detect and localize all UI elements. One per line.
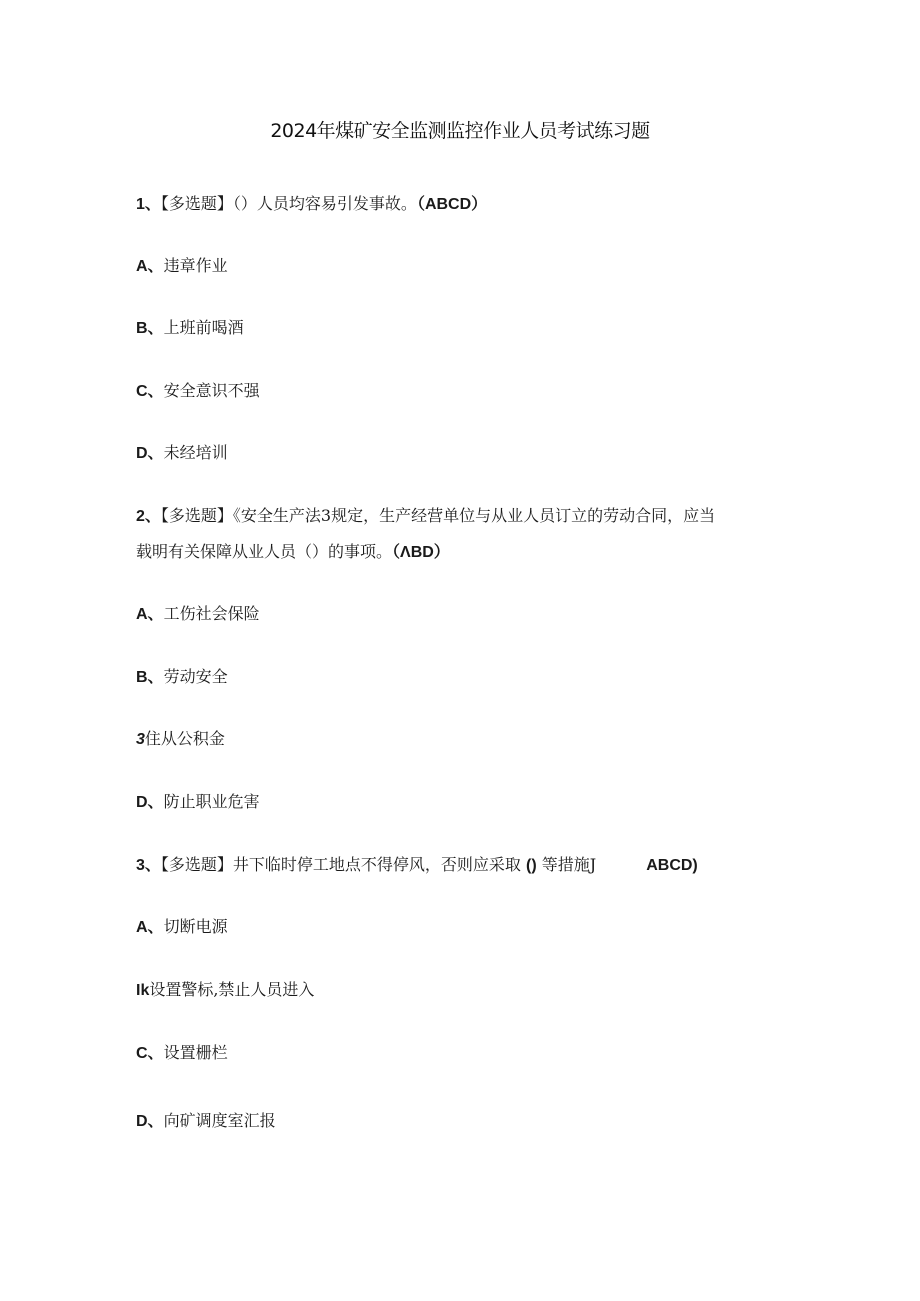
question-1-option-a — [136, 255, 228, 278]
question-answer: ABCD) — [646, 857, 698, 874]
option-label: B、 — [136, 320, 164, 337]
question-type: 【多选题】 — [160, 194, 233, 213]
question-text: 井下临时停工地点不得停风，否则应采取 — [232, 855, 521, 874]
question-3-option-b — [136, 979, 314, 1002]
option-label: B、 — [136, 669, 164, 686]
option-label: C、 — [136, 1045, 164, 1062]
option-label: D、 — [136, 1113, 164, 1130]
option-text: 切断电源 — [163, 917, 228, 936]
option-label: 3 — [136, 731, 145, 748]
option-text: 设置警标,禁止人员进入 — [149, 980, 315, 999]
option-text: 未经培训 — [163, 443, 228, 462]
question-3-option-c — [136, 1042, 228, 1065]
question-type: 【多选题】 — [160, 855, 233, 874]
question-type: 【多选题】 — [160, 506, 233, 525]
option-label: D、 — [136, 794, 164, 811]
option-text: 向矿调度室汇报 — [163, 1111, 276, 1130]
question-2-option-a — [136, 603, 260, 626]
question-2-option-d — [136, 791, 260, 814]
question-number: 3、 — [136, 857, 161, 874]
question-paren: () — [526, 857, 537, 874]
question-1-option-b — [136, 317, 244, 340]
question-1-option-d — [136, 442, 228, 465]
option-label: Ik — [136, 982, 150, 999]
option-text: 防止职业危害 — [163, 792, 260, 811]
option-label: C、 — [136, 383, 164, 400]
question-2-option-c — [136, 728, 225, 751]
option-label: A、 — [136, 919, 164, 936]
question-3-option-a — [136, 916, 228, 939]
question-2-continued — [136, 541, 450, 564]
question-text-line-2: 载明有关保障从业人员（）的事项。 — [136, 542, 393, 561]
question-2 — [136, 505, 715, 528]
question-text-after: 等措施J — [541, 855, 597, 874]
question-3 — [136, 854, 698, 877]
option-text: 违章作业 — [163, 256, 228, 275]
question-answer: （ABCD） — [416, 196, 488, 213]
question-text-line-1: 《安全生产法3规定，生产经营单位与从业人员订立的劳动合同，应当 — [232, 506, 716, 525]
option-label: A、 — [136, 606, 164, 623]
option-label: D、 — [136, 445, 164, 462]
question-1 — [136, 193, 487, 216]
question-number: 1、 — [136, 196, 161, 213]
option-text: 上班前喝酒 — [163, 318, 244, 337]
question-answer: （ΛBD） — [392, 544, 450, 561]
document-title: 2024年煤矿安全监测监控作业人员考试练习题 — [270, 120, 650, 142]
question-3-option-d — [136, 1110, 276, 1133]
question-2-option-b — [136, 666, 228, 689]
option-label: A、 — [136, 258, 164, 275]
option-text: 安全意识不强 — [163, 381, 260, 400]
option-text: 工伤社会保险 — [163, 604, 260, 623]
option-text: 劳动安全 — [163, 667, 228, 686]
question-1-option-c — [136, 380, 260, 403]
option-text: 住从公积金 — [144, 729, 225, 748]
option-text: 设置栅栏 — [163, 1043, 228, 1062]
question-number: 2、 — [136, 508, 161, 525]
question-text: （）人员均容易引发事故。 — [232, 194, 417, 213]
